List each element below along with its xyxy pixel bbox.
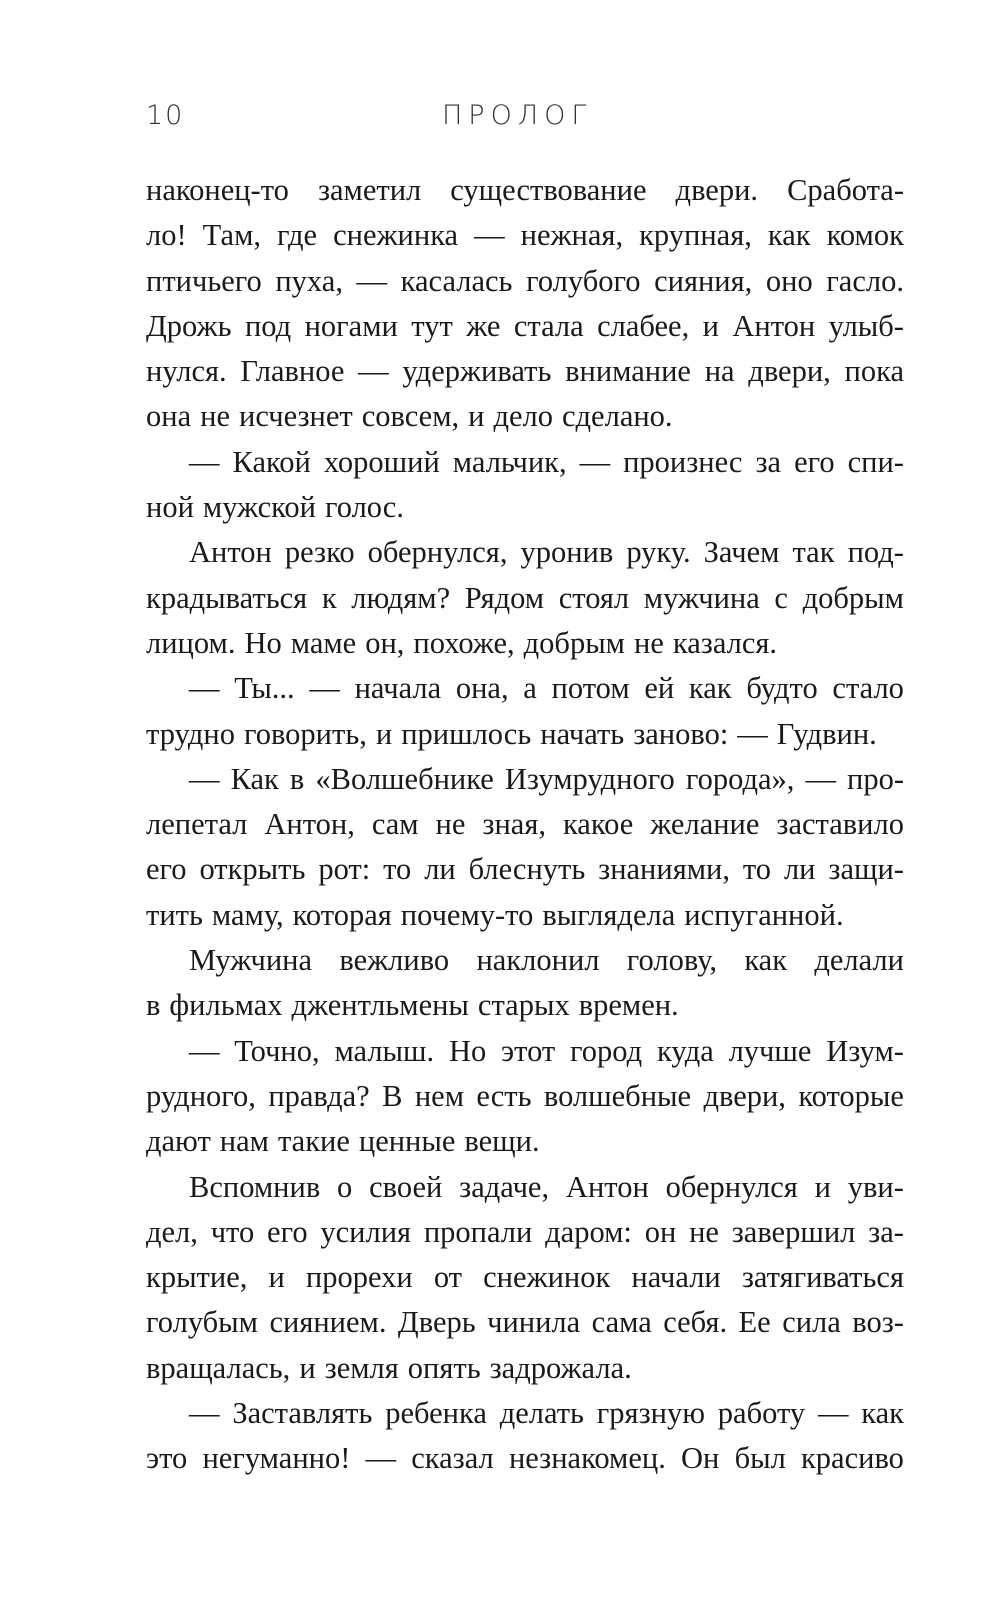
- word: трудно: [146, 716, 235, 751]
- text-line: [146, 1255, 904, 1300]
- word: тить: [146, 897, 203, 932]
- word: двери.: [675, 173, 759, 207]
- word: рот:: [318, 852, 371, 887]
- word: же: [466, 308, 501, 343]
- word: так: [792, 535, 835, 570]
- word: дают: [146, 1124, 211, 1159]
- word: Но: [448, 1033, 487, 1068]
- text-line: [146, 530, 904, 575]
- word: она,: [455, 671, 509, 706]
- text-line: [146, 349, 904, 394]
- word: Антон,: [264, 807, 355, 842]
- word: —: [356, 263, 388, 298]
- word: о: [337, 1169, 353, 1204]
- word: а: [523, 671, 537, 706]
- text-line: [146, 893, 904, 938]
- word: зная,: [482, 807, 546, 842]
- word: был: [734, 1441, 786, 1476]
- text-line: [146, 983, 904, 1028]
- word: улыб-: [828, 308, 904, 343]
- word: двери,: [703, 1078, 786, 1113]
- word: блеснуть: [468, 852, 586, 887]
- word: его: [146, 852, 187, 887]
- text-line: [146, 485, 904, 530]
- word: заставило: [776, 807, 904, 842]
- word: пока: [844, 354, 904, 389]
- word: ло!: [146, 218, 187, 253]
- text-line: [146, 938, 904, 983]
- word: похоже,: [413, 625, 515, 660]
- word: заново:: [633, 716, 729, 751]
- word: завершил: [731, 1214, 856, 1249]
- word: двери,: [748, 354, 831, 389]
- word: ли: [783, 852, 816, 887]
- word: будто: [746, 671, 818, 706]
- text-line: [146, 621, 904, 666]
- word: вращалась,: [146, 1350, 291, 1385]
- word: Ты...: [234, 671, 295, 706]
- word: обернулся,: [367, 535, 508, 570]
- word: начали: [631, 1260, 721, 1295]
- word: своей: [369, 1169, 443, 1204]
- word: как: [744, 943, 788, 978]
- word: к: [321, 580, 337, 615]
- word: говорить,: [243, 716, 367, 751]
- word: мальчик,: [452, 444, 567, 479]
- word: уронив: [520, 535, 614, 570]
- word: сама: [591, 1305, 652, 1340]
- word: —: [817, 1396, 849, 1431]
- text-line: [146, 168, 904, 213]
- word: —: [805, 761, 836, 796]
- word: такие: [277, 1124, 350, 1159]
- word: город: [570, 1033, 643, 1068]
- word: стало: [832, 671, 904, 706]
- word: удерживать: [402, 354, 552, 389]
- word: Там,: [202, 218, 261, 253]
- word: Заставлять: [232, 1396, 373, 1431]
- word: дел,: [146, 1214, 198, 1249]
- word: малыш.: [334, 1033, 435, 1068]
- word: как: [861, 1396, 904, 1431]
- word: Какой: [232, 444, 311, 479]
- word: пропали: [423, 1214, 533, 1249]
- word: —: [189, 444, 220, 479]
- text-line: [146, 1436, 904, 1481]
- word: потом: [551, 671, 630, 706]
- word: Антон: [565, 1169, 649, 1204]
- word: нулся.: [146, 354, 227, 389]
- word: опять: [407, 1350, 481, 1385]
- page-number: 10: [146, 100, 185, 131]
- word: мужской: [202, 490, 316, 525]
- chapter-title: ПРОЛОГ: [442, 100, 593, 131]
- word: Главное: [240, 354, 345, 389]
- word: как: [767, 218, 811, 253]
- word: он,: [365, 625, 405, 660]
- word: маму,: [211, 897, 284, 932]
- word: защи-: [828, 852, 904, 887]
- word: работу: [717, 1396, 806, 1431]
- word: открыть: [199, 852, 306, 887]
- word: фильмах: [169, 988, 283, 1023]
- text-line: [146, 847, 904, 892]
- word: крупная,: [639, 218, 752, 253]
- word: Точно,: [234, 1033, 320, 1068]
- word: которые: [798, 1078, 904, 1113]
- word: —: [189, 1396, 220, 1431]
- word: исчезнет: [239, 399, 353, 434]
- word: внимание: [565, 354, 691, 389]
- word: маме: [290, 625, 357, 660]
- word: ли: [424, 852, 456, 887]
- word: —: [579, 444, 611, 479]
- word: Сработа-: [787, 173, 904, 207]
- word: —: [189, 761, 220, 796]
- word: комок: [826, 218, 904, 253]
- word: что: [210, 1214, 255, 1249]
- word: Дрожь: [146, 308, 232, 343]
- word: Антон: [189, 535, 272, 570]
- word: крадываться: [146, 580, 308, 615]
- word: «Волшебнике: [315, 761, 494, 796]
- word: —: [189, 671, 220, 706]
- word: вежливо: [339, 943, 450, 978]
- word: дело: [493, 399, 553, 434]
- word: под-: [847, 535, 904, 570]
- word: сила: [782, 1305, 841, 1340]
- word: —: [737, 716, 768, 751]
- word: города»,: [685, 761, 795, 796]
- word: мужчина: [643, 580, 760, 615]
- word: от: [433, 1260, 462, 1295]
- word: голубым: [146, 1305, 258, 1340]
- word: и: [814, 1169, 831, 1204]
- word: Изумрудного: [504, 761, 675, 796]
- word: нежная,: [520, 218, 624, 253]
- word: произнес: [623, 444, 743, 479]
- word: и: [299, 1350, 316, 1385]
- word: его: [267, 1214, 308, 1249]
- word: под: [244, 308, 292, 343]
- word: в: [289, 761, 305, 796]
- word: спи-: [847, 444, 904, 479]
- word: задрожала.: [489, 1350, 632, 1385]
- word: уви-: [847, 1169, 904, 1204]
- word: руку.: [626, 535, 691, 570]
- word: людям?: [351, 580, 451, 615]
- word: Но: [244, 625, 282, 660]
- word: есть: [476, 1078, 532, 1113]
- word: стоял: [558, 580, 630, 615]
- word: за: [755, 444, 782, 479]
- word: наконец-то: [146, 173, 289, 207]
- word: и: [702, 308, 719, 343]
- word: Зачем: [703, 535, 780, 570]
- word: земля: [324, 1350, 399, 1385]
- word: Изум-: [826, 1033, 904, 1068]
- word: заметил: [317, 173, 422, 207]
- word: с: [774, 580, 788, 615]
- word: задаче,: [459, 1169, 550, 1204]
- word: гасло.: [826, 263, 904, 298]
- word: за-: [868, 1214, 904, 1249]
- word: ей: [644, 671, 675, 706]
- word: крытие,: [146, 1260, 248, 1295]
- word: —: [474, 218, 505, 253]
- word: джентльмены: [291, 988, 469, 1023]
- word: пришлось: [401, 716, 532, 751]
- word: Гудвин.: [776, 716, 877, 751]
- word: прорехи: [305, 1260, 413, 1295]
- word: рудного,: [146, 1078, 256, 1113]
- word: желание: [650, 807, 760, 842]
- word: птичьего: [146, 263, 262, 298]
- word: Вспомнив: [189, 1169, 321, 1204]
- word: снежинка: [333, 218, 459, 253]
- text-line: [146, 1029, 904, 1074]
- word: времен.: [578, 988, 679, 1023]
- word: он: [644, 1214, 677, 1249]
- word: выглядела: [542, 897, 676, 932]
- word: знаниями,: [598, 852, 730, 887]
- word: Рядом: [464, 580, 545, 615]
- word: оно: [765, 263, 813, 298]
- word: сам: [371, 807, 419, 842]
- word: волшебные: [543, 1078, 692, 1113]
- word: обернулся: [665, 1169, 798, 1204]
- word: то: [383, 852, 412, 887]
- word: —: [365, 1441, 397, 1476]
- word: на: [704, 354, 735, 389]
- word: Ее: [738, 1305, 771, 1340]
- text-line: [146, 394, 904, 439]
- word: сказал: [411, 1441, 494, 1476]
- word: не: [435, 807, 466, 842]
- word: не: [689, 1214, 719, 1249]
- word: добрым: [523, 625, 625, 660]
- word: этот: [501, 1033, 556, 1068]
- word: лепетал: [146, 807, 248, 842]
- word: начала: [354, 671, 442, 706]
- text-line: [146, 1210, 904, 1255]
- word: и: [375, 716, 393, 751]
- word: она: [146, 399, 192, 434]
- word: ребенка: [385, 1396, 487, 1431]
- word: нам: [219, 1124, 269, 1159]
- text-line: [146, 1346, 904, 1391]
- text-line: [146, 712, 904, 757]
- text-line: [146, 1300, 904, 1345]
- word: Мужчина: [189, 943, 313, 978]
- word: ной: [146, 490, 194, 525]
- text-line: [146, 1391, 904, 1436]
- word: усилия: [320, 1214, 412, 1249]
- word: совсем,: [361, 399, 460, 434]
- word: —: [189, 1033, 220, 1068]
- word: Он: [681, 1441, 720, 1476]
- word: хороший: [323, 444, 440, 479]
- word: наклонил: [476, 943, 600, 978]
- text-line: [146, 757, 904, 802]
- word: негуманно!: [202, 1441, 351, 1476]
- word: и: [268, 1260, 285, 1295]
- word: почему-то: [400, 897, 534, 932]
- word: затягиваться: [741, 1260, 904, 1295]
- word: голубого: [526, 263, 641, 298]
- word: даром:: [545, 1214, 632, 1249]
- text-line: [146, 666, 904, 711]
- word: голову,: [626, 943, 718, 978]
- word: старых: [477, 988, 570, 1023]
- word: тут: [411, 308, 453, 343]
- word: испуганной.: [684, 897, 844, 932]
- word: сиянием.: [269, 1305, 387, 1340]
- word: стала: [513, 308, 584, 343]
- text-line: [146, 259, 904, 304]
- word: это: [146, 1441, 188, 1476]
- word: резко: [284, 535, 355, 570]
- word: Антон: [732, 308, 816, 343]
- word: незнакомец.: [508, 1441, 666, 1476]
- word: Дверь: [397, 1305, 476, 1340]
- word: начать: [540, 716, 625, 751]
- word: про-: [847, 761, 904, 796]
- word: нем: [414, 1078, 464, 1113]
- text-line: [146, 213, 904, 258]
- word: снежинок: [483, 1260, 611, 1295]
- body-text: [146, 168, 904, 1482]
- word: лучше: [728, 1033, 812, 1068]
- text-line: [146, 802, 904, 847]
- word: вещи.: [464, 1124, 540, 1159]
- word: где: [277, 218, 318, 253]
- word: куда: [656, 1033, 714, 1068]
- word: правда?: [268, 1078, 370, 1113]
- text-line: [146, 1119, 904, 1164]
- word: грязную: [596, 1396, 705, 1431]
- word: ногами: [304, 308, 398, 343]
- word: себя.: [663, 1305, 728, 1340]
- word: В: [382, 1078, 403, 1113]
- word: сияния,: [654, 263, 753, 298]
- word: не: [634, 625, 664, 660]
- word: красиво: [800, 1441, 904, 1476]
- text-line: [146, 1074, 904, 1119]
- word: делать: [499, 1396, 584, 1431]
- word: добрым: [802, 580, 904, 615]
- word: какое: [562, 807, 634, 842]
- word: Как: [230, 761, 279, 796]
- word: не: [200, 399, 230, 434]
- word: и: [468, 399, 485, 434]
- word: как: [688, 671, 732, 706]
- word: то: [742, 852, 772, 887]
- word: касалась: [400, 263, 513, 298]
- running-head: [146, 100, 901, 150]
- word: слабее,: [597, 308, 690, 343]
- word: которая: [292, 897, 392, 932]
- word: казался.: [672, 625, 778, 660]
- word: чинила: [487, 1305, 581, 1340]
- word: —: [309, 671, 340, 706]
- word: пуха,: [275, 263, 343, 298]
- text-line: [146, 1165, 904, 1210]
- word: делали: [814, 943, 904, 978]
- word: существование: [450, 173, 647, 207]
- text-line: [146, 576, 904, 621]
- word: голос.: [324, 490, 404, 525]
- word: ценные: [358, 1124, 456, 1159]
- text-line: [146, 440, 904, 485]
- text-line: [146, 304, 904, 349]
- word: сделано.: [562, 399, 673, 434]
- word: лицом.: [146, 625, 236, 660]
- word: —: [358, 354, 389, 389]
- word: его: [794, 444, 835, 479]
- word: воз-: [852, 1305, 904, 1340]
- word: в: [146, 988, 161, 1023]
